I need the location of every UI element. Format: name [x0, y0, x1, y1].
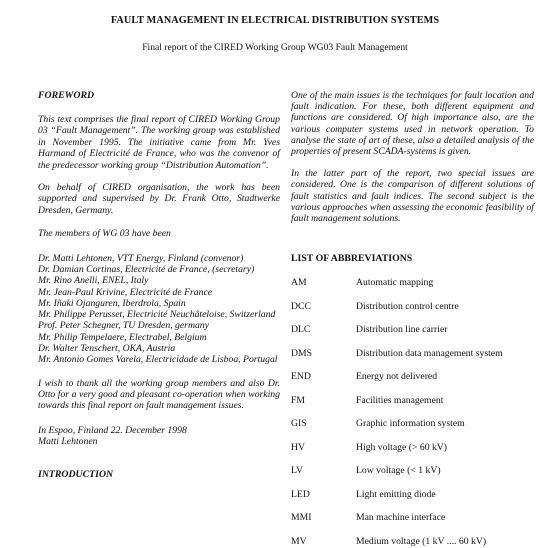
abbreviation-value: Distribution line carrier	[356, 324, 448, 335]
introduction-heading: INTRODUCTION	[38, 468, 114, 480]
abbreviation-row	[291, 301, 541, 313]
thanks-paragraph: I wish to thank all the working group members and also Dr. Otto for a very good and pleasant co-operation when working towards this final report on fault management issues.	[38, 377, 280, 412]
member-item: Dr. Walter Tenschert, OKA, Austria	[38, 343, 176, 355]
abbreviation-key: MMI	[291, 512, 312, 523]
abbreviation-row	[291, 395, 541, 407]
abbreviation-key: DCC	[291, 301, 311, 312]
abbreviation-key: DLC	[291, 324, 311, 335]
member-item: Dr. Damian Cortinas, Electricité de France, (secretary)	[38, 263, 255, 275]
abbreviation-row	[291, 442, 541, 454]
abbreviation-value: High voltage (> 60 kV)	[356, 442, 448, 453]
abbreviation-value: Distribution control centre	[356, 301, 459, 312]
member-item: Mr. Iñaki Ojanguren, Iberdrola, Spain	[38, 297, 186, 309]
abbreviation-value: Automatic mapping	[356, 277, 434, 288]
left-column	[38, 90, 280, 481]
abbreviation-row	[291, 324, 541, 336]
foreword-paragraph-2: On behalf of CIRED organisation, the work has been supported and supervised by Dr. Frank Otto, Stadtwerke Dresden, Germany.	[38, 182, 280, 216]
member-item: Mr. Jean-Paul Krivine, Electricité de France	[38, 286, 213, 298]
abbreviation-value: Energy not delivered	[356, 371, 438, 382]
abbreviations-heading: LIST OF ABBREVIATIONS	[291, 253, 413, 264]
abbreviation-key: AM	[291, 277, 307, 288]
abbreviation-key: GIS	[291, 418, 307, 429]
member-item: Mr. Philippe Perusset, Electricité Neuchâteloise, Switzerland	[38, 309, 276, 321]
abbreviation-key: HV	[291, 442, 305, 453]
member-item: Mr. Antonio Gomes Varela, Electricidade de Lisboa, Portugal	[38, 354, 278, 366]
abbreviation-row	[291, 348, 541, 360]
abbreviation-row	[291, 418, 541, 430]
member-item: Dr. Matti Lehtonen, VTT Energy, Finland (convenor)	[38, 252, 244, 264]
abbreviation-key: LV	[291, 465, 304, 476]
abbreviation-value: Low voltage (< 1 kV)	[356, 465, 441, 476]
members-list	[38, 253, 280, 366]
foreword-heading: FOREWORD	[38, 90, 95, 101]
abbreviation-key: LED	[291, 489, 310, 500]
abbreviation-value: Medium voltage (1 kV .... 60 kV)	[356, 536, 487, 547]
member-item: Prof. Peter Schegner, TU Dresden, germany	[38, 320, 209, 332]
abbreviation-row	[291, 512, 541, 524]
signature-place: In Espoo, Finland 22. December 1998	[38, 424, 187, 436]
member-item: Mr. Philip Tempelaere, Electrabel, Belgium	[38, 331, 207, 343]
document-subtitle: Final report of the CIRED Working Group WG03 Fault Management	[142, 42, 408, 53]
abbreviation-value: Man machine interface	[356, 512, 446, 523]
abbreviation-row	[291, 536, 541, 548]
members-intro: The members of WG 03 have been	[38, 228, 171, 240]
abbreviation-key: FM	[291, 395, 306, 406]
abbreviation-row	[291, 277, 541, 289]
abbreviation-value: Facilities management	[356, 395, 444, 406]
abbreviation-key: END	[291, 371, 311, 382]
abbreviation-row	[291, 489, 541, 501]
abbreviation-key: MV	[291, 536, 307, 547]
abbreviation-key: DMS	[291, 348, 312, 359]
intro-paragraph-2: In the latter part of the report, two special issues are considered. One is the comparison of different solutions of fault statistics and fault indices. The second subject is the various approaches when assessing the economic feasibility of fault management solutions.	[291, 168, 534, 225]
abbreviation-row	[291, 465, 541, 477]
right-column	[291, 90, 534, 224]
intro-paragraph-1: One of the main issues is the techniques for fault location and fault indication. For these, both different equipment and functions are considered. Of high importance also, are the various computer systems used in network operation. To analyse the state of art of these, also a detailed analysis of the properties of present SCADA-systems is given.	[291, 90, 534, 158]
abbreviation-value: Distribution data management system	[356, 348, 503, 359]
signature-name: Matti Lehtonen	[38, 436, 98, 448]
abbreviation-value: Light emitting diode	[356, 489, 436, 500]
foreword-paragraph-1: This text comprises the final report of CIRED Working Group 03 “Fault Management”. The working group was established in November 1995. The initiative came from Mr. Yves Harmand of Electricité de France, who was the convenor of the predecessor working group “Distribution Automation”.	[38, 114, 280, 171]
document-title: FAULT MANAGEMENT IN ELECTRICAL DISTRIBUTION SYSTEMS	[110, 15, 440, 26]
abbreviation-value: Graphic information system	[356, 418, 465, 429]
member-item: Mr. Rino Anelli, ENEL, Italy	[38, 275, 149, 287]
abbreviation-row	[291, 371, 541, 383]
